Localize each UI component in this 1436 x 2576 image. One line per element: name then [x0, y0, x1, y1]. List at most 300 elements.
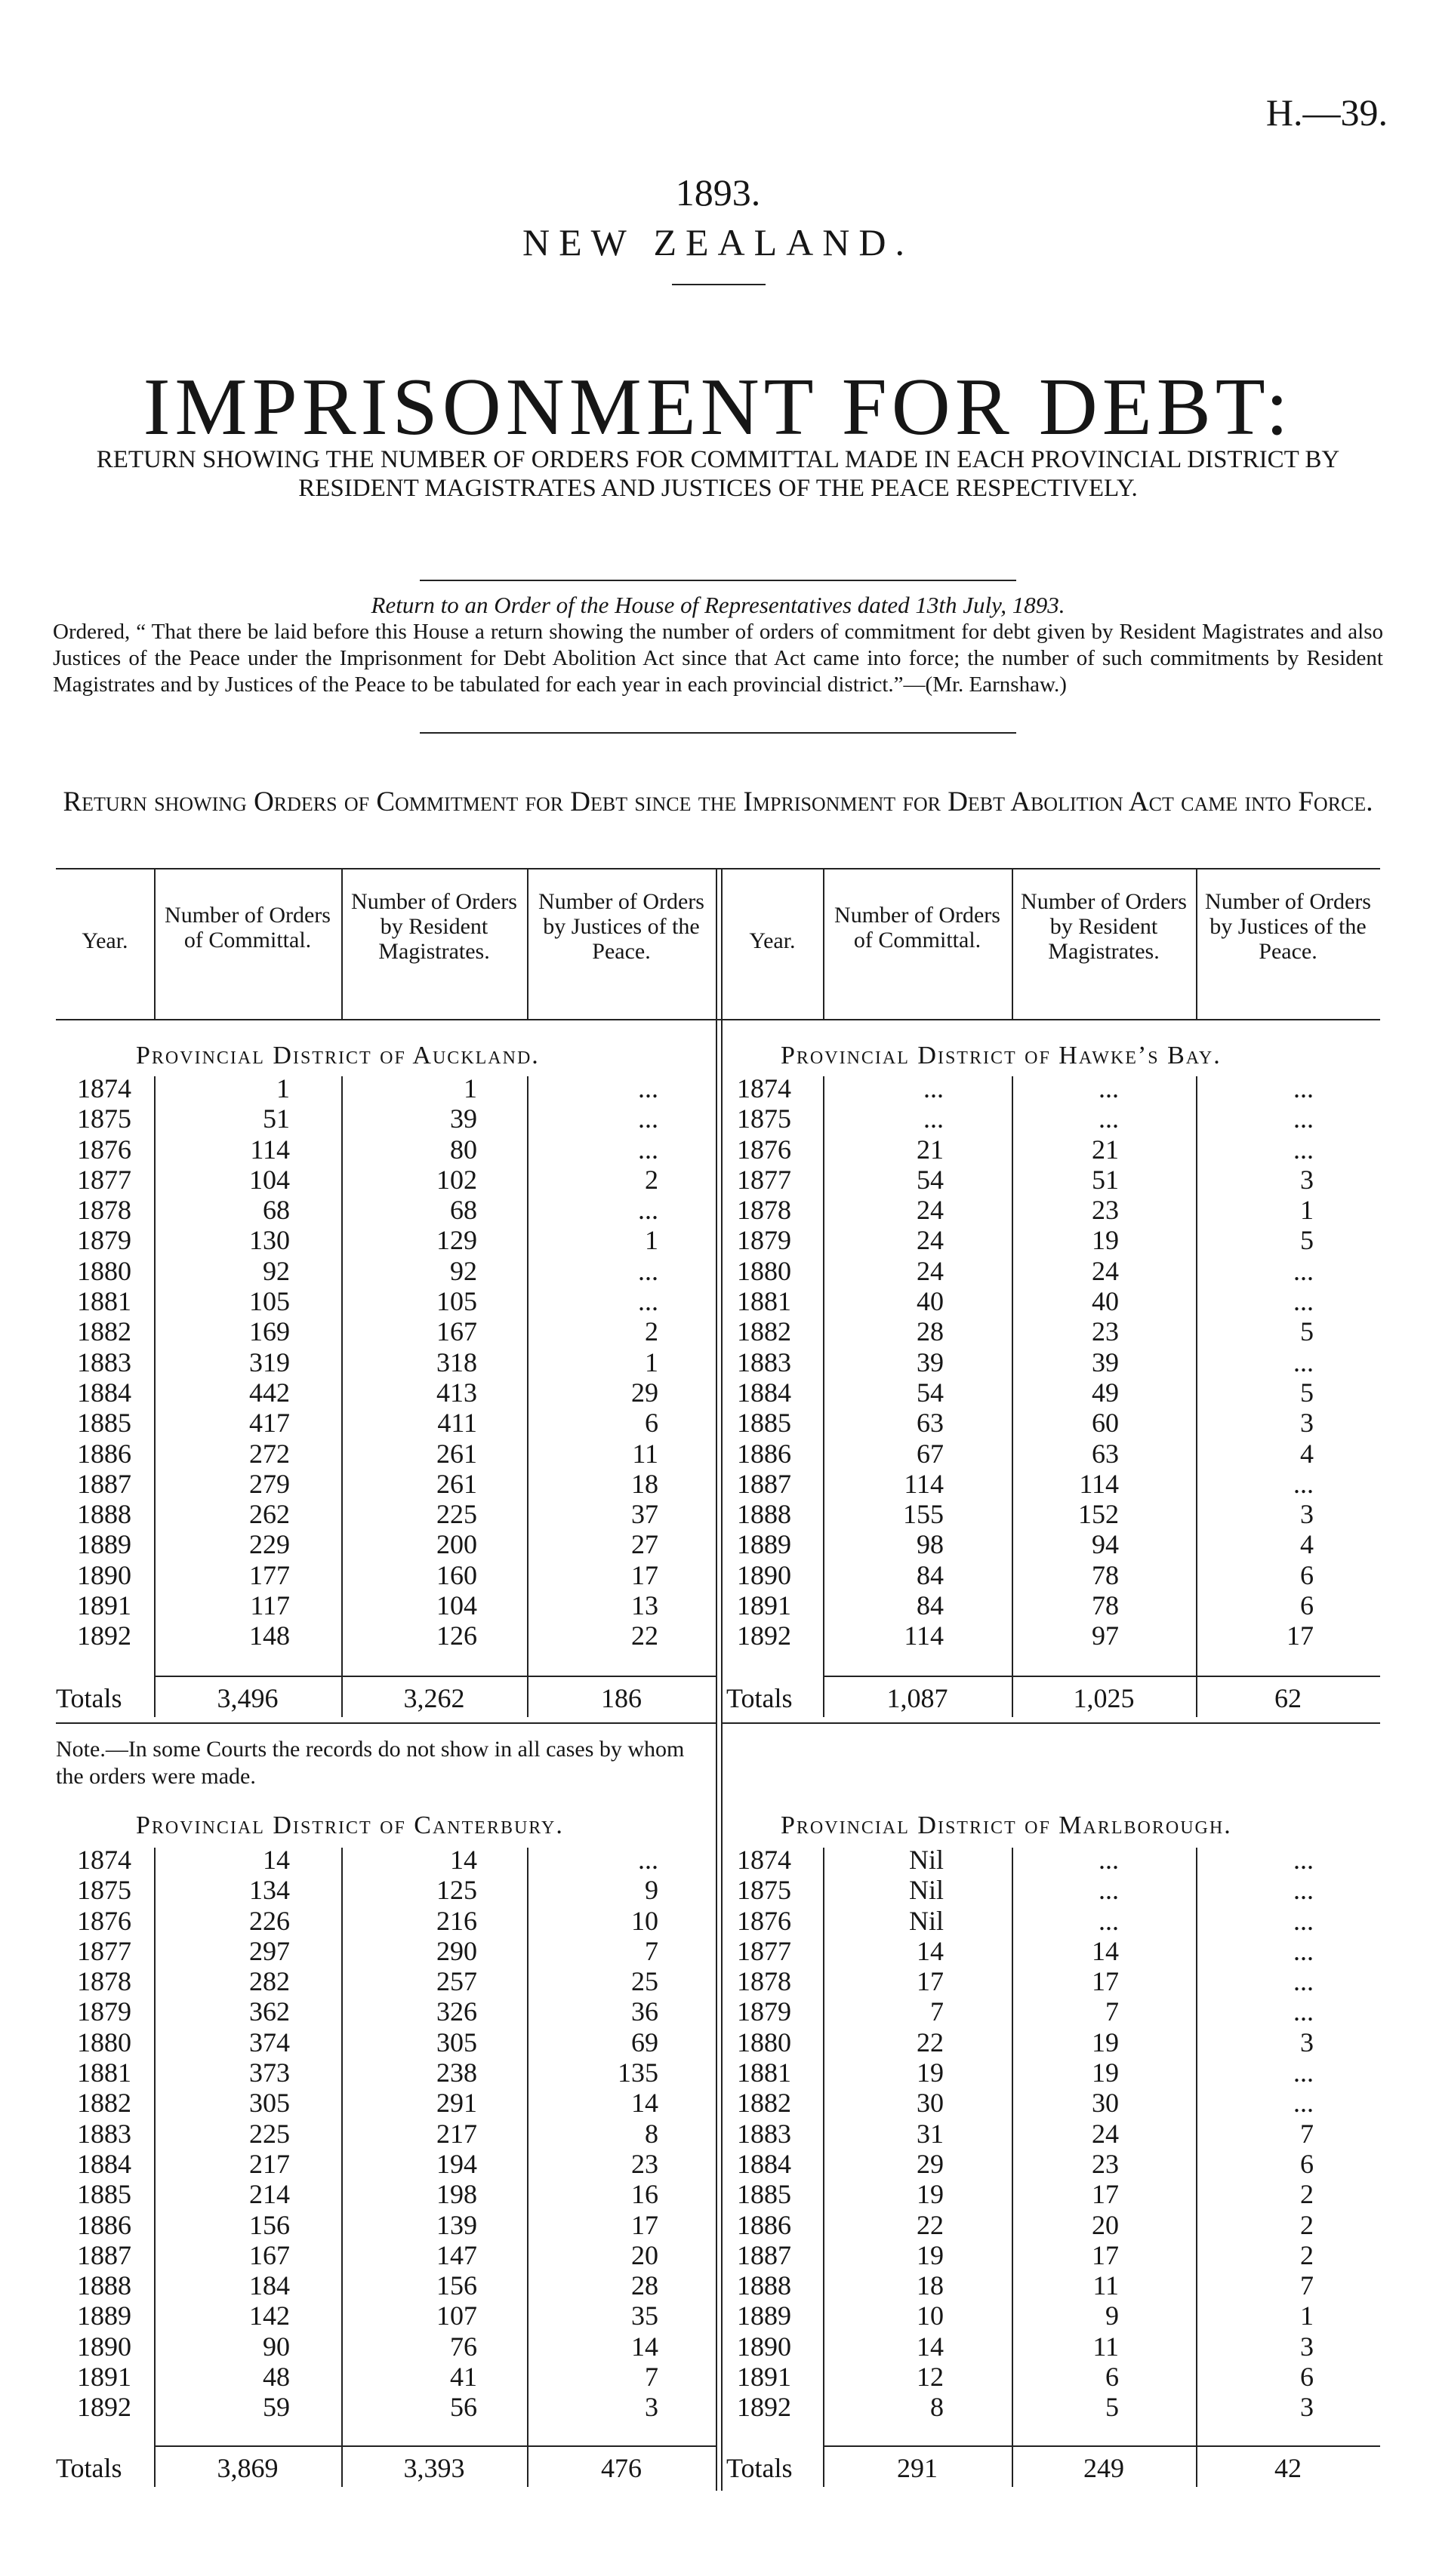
- total-resident: 3,393: [403, 2453, 465, 2483]
- total-resident: 249: [1083, 2453, 1124, 2483]
- year-cell: 1886: [77, 2209, 131, 2240]
- justices-cell: ...: [1293, 1103, 1314, 1134]
- year-cell: 1883: [77, 1346, 131, 1377]
- table-row: [56, 1620, 716, 1651]
- district-title: Provincial District of Canterbury.: [136, 1811, 564, 1839]
- justices-cell: 6: [1300, 2362, 1314, 2393]
- committal-cell: 177: [249, 1559, 290, 1590]
- col-header-resident: Number of Orders by Resident Magistrates.: [1021, 889, 1187, 964]
- table-row: [56, 1996, 716, 2027]
- year-cell: 1886: [77, 1438, 131, 1469]
- totals-label: Totals: [726, 1683, 793, 1713]
- total-committal: 291: [897, 2453, 938, 2483]
- resident-cell: 19: [1092, 1225, 1119, 1256]
- total-resident: 1,025: [1073, 1683, 1135, 1713]
- resident-cell: 318: [436, 1346, 477, 1377]
- committal-cell: 30: [917, 2088, 944, 2119]
- table-row: [56, 1316, 716, 1346]
- committal-cell: 319: [249, 1346, 290, 1377]
- table-row: [722, 2392, 1380, 2422]
- committal-cell: 373: [249, 2057, 290, 2088]
- resident-cell: 39: [450, 1103, 477, 1134]
- committal-cell: 272: [249, 1438, 290, 1469]
- table-row: [722, 1499, 1380, 1529]
- resident-cell: 92: [450, 1255, 477, 1286]
- district-rows: [722, 1845, 1380, 2423]
- committal-cell: 84: [917, 1559, 944, 1590]
- year-cell: 1890: [77, 1559, 131, 1590]
- justices-cell: 2: [1300, 2179, 1314, 2210]
- committal-cell: 114: [250, 1134, 290, 1165]
- column-rule: [527, 2449, 528, 2487]
- column-rule: [1012, 1679, 1013, 1717]
- committal-cell: 8: [930, 2392, 944, 2423]
- table-row: [722, 1906, 1380, 1936]
- resident-cell: 19: [1092, 2057, 1119, 2088]
- justices-cell: 9: [645, 1875, 658, 1906]
- resident-cell: ...: [1099, 1905, 1119, 1936]
- committal-cell: 117: [250, 1590, 290, 1621]
- committal-cell: 48: [263, 2362, 290, 2393]
- committal-cell: 442: [249, 1377, 290, 1408]
- center-double-rule: [716, 868, 717, 2491]
- table-row: [722, 1316, 1380, 1346]
- resident-cell: 105: [436, 1286, 477, 1317]
- justices-cell: 27: [631, 1529, 658, 1560]
- justices-cell: 25: [631, 1966, 658, 1997]
- table-row: [56, 1073, 716, 1103]
- justices-cell: ...: [1293, 1996, 1314, 2027]
- committal-cell: 217: [249, 2148, 290, 2179]
- year-cell: 1876: [77, 1134, 131, 1165]
- year-cell: 1877: [737, 1935, 791, 1966]
- year-cell: 1874: [737, 1845, 791, 1875]
- year-cell: 1891: [737, 2362, 791, 2393]
- totals-row: [722, 2449, 1380, 2487]
- year-cell: 1874: [737, 1073, 791, 1103]
- justices-cell: ...: [1293, 1935, 1314, 1966]
- justices-cell: 7: [645, 2362, 658, 2393]
- committal-cell: 39: [917, 1346, 944, 1377]
- table-row: [56, 2149, 716, 2179]
- year-cell: 1888: [77, 1499, 131, 1530]
- justices-cell: ...: [1293, 2088, 1314, 2119]
- resident-cell: 23: [1092, 1195, 1119, 1226]
- table-row: [56, 2179, 716, 2209]
- resident-cell: 1: [464, 1073, 477, 1103]
- table-row: [56, 2027, 716, 2057]
- table-row: [722, 1347, 1380, 1377]
- table-row: [56, 1936, 716, 1966]
- justices-cell: 11: [632, 1438, 658, 1469]
- justices-cell: ...: [1293, 1875, 1314, 1906]
- committal-cell: 21: [917, 1134, 944, 1165]
- committal-cell: Nil: [908, 1845, 944, 1875]
- justices-cell: ...: [638, 1255, 658, 1286]
- resident-cell: 411: [437, 1408, 477, 1439]
- totals-rule: [154, 1676, 716, 1677]
- justices-cell: 2: [1300, 2209, 1314, 2240]
- col-header-justices: Number of Orders by Justices of the Peace.: [538, 889, 704, 964]
- justices-cell: 10: [631, 1905, 658, 1936]
- year-cell: 1892: [77, 2392, 131, 2423]
- table-row: [56, 1134, 716, 1165]
- year-cell: 1882: [77, 2088, 131, 2119]
- table-row: [56, 2270, 716, 2301]
- year-cell: 1888: [77, 2270, 131, 2301]
- committal-cell: 84: [917, 1590, 944, 1621]
- table-row: [722, 1103, 1380, 1134]
- column-rule: [154, 868, 156, 1019]
- year-cell: 1888: [737, 2270, 791, 2301]
- resident-cell: 23: [1092, 2148, 1119, 2179]
- total-resident: 3,262: [403, 1683, 465, 1713]
- justices-cell: 17: [631, 2209, 658, 2240]
- committal-cell: 22: [917, 2209, 944, 2240]
- justices-cell: 1: [1300, 2301, 1314, 2331]
- justices-cell: 6: [1300, 2148, 1314, 2179]
- justices-cell: 7: [1300, 2270, 1314, 2301]
- col-header-justices: Number of Orders by Justices of the Peace.: [1205, 889, 1371, 964]
- table-row: [722, 1966, 1380, 1996]
- divider: [420, 580, 1016, 581]
- year-cell: 1881: [77, 1286, 131, 1317]
- totals-rule: [154, 2445, 716, 2447]
- section-bottom-rule: [56, 1722, 716, 1724]
- committal-cell: 225: [249, 2118, 290, 2149]
- table-row: [722, 1469, 1380, 1499]
- resident-cell: 217: [436, 2118, 477, 2149]
- col-header-year: Year.: [749, 928, 796, 953]
- year-cell: 1880: [737, 1255, 791, 1286]
- document-year: 1893.: [675, 171, 761, 214]
- table-row: [722, 1256, 1380, 1286]
- country-heading: NEW ZEALAND.: [522, 221, 914, 263]
- table-row: [722, 1936, 1380, 1966]
- year-cell: 1889: [737, 1529, 791, 1560]
- district-title: Provincial District of Hawke’s Bay.: [781, 1042, 1222, 1069]
- year-cell: 1887: [737, 1468, 791, 1499]
- year-cell: 1874: [77, 1073, 131, 1103]
- committal-cell: 282: [249, 1966, 290, 1997]
- district-title: Provincial District of Marlborough.: [781, 1811, 1232, 1839]
- table-row: [722, 1620, 1380, 1651]
- table-row: [722, 2088, 1380, 2118]
- column-rule: [1196, 2449, 1197, 2487]
- resident-cell: 80: [450, 1134, 477, 1165]
- committal-cell: 90: [263, 2331, 290, 2362]
- col-header-resident: Number of Orders by Resident Magistrates.: [351, 889, 517, 964]
- table-row: [722, 2149, 1380, 2179]
- main-title: IMPRISONMENT FOR DEBT:: [143, 362, 1293, 452]
- justices-cell: 5: [1300, 1316, 1314, 1347]
- page-reference: H.—39.: [1265, 91, 1388, 134]
- table-row: [722, 2119, 1380, 2149]
- resident-cell: 305: [436, 2027, 477, 2057]
- table-row: [56, 1875, 716, 1905]
- table-row: [56, 2088, 716, 2118]
- table-row: [56, 2057, 716, 2088]
- justices-cell: 29: [631, 1377, 658, 1408]
- table-row: [56, 1499, 716, 1529]
- justices-cell: 7: [645, 1935, 658, 1966]
- year-cell: 1875: [737, 1875, 791, 1906]
- table-row: [722, 2301, 1380, 2331]
- table-row: [56, 1529, 716, 1559]
- column-rule: [154, 2449, 156, 2487]
- justices-cell: ...: [1293, 1905, 1314, 1936]
- year-cell: 1879: [77, 1996, 131, 2027]
- committal-cell: 24: [917, 1195, 944, 1226]
- year-cell: 1890: [77, 2331, 131, 2362]
- table-row: [722, 1134, 1380, 1165]
- year-cell: 1876: [77, 1905, 131, 1936]
- committal-cell: 362: [249, 1996, 290, 2027]
- table-row: [56, 1590, 716, 1620]
- table-row: [56, 1469, 716, 1499]
- table-row: [56, 1966, 716, 1996]
- justices-cell: 28: [631, 2270, 658, 2301]
- total-justices: 42: [1274, 2453, 1302, 2483]
- column-rule: [341, 1679, 343, 1717]
- resident-cell: 257: [436, 1966, 477, 1997]
- year-cell: 1882: [737, 2088, 791, 2119]
- column-rule: [154, 1679, 156, 1717]
- committal-cell: 24: [917, 1225, 944, 1256]
- resident-cell: 167: [436, 1316, 477, 1347]
- resident-cell: 94: [1092, 1529, 1119, 1560]
- table-row: [56, 1408, 716, 1438]
- ordered-paragraph: Ordered, “ That there be laid before this House a return showing the number of orders of commitment for debt given by Resident Magistrates and also Justices of the Peace under the Imprisonment for Debt Abolition Act since that Act came into force; the number of such commitments by Resident Magistrates and by Justices of the Peace to be tabulated for each year in each provincial district.”—(Mr. Earnshaw.): [53, 620, 1383, 697]
- year-cell: 1880: [77, 1255, 131, 1286]
- committal-cell: 54: [917, 1377, 944, 1408]
- table-row: [722, 1286, 1380, 1316]
- year-cell: 1892: [737, 2392, 791, 2423]
- resident-cell: 63: [1092, 1438, 1119, 1469]
- resident-cell: 19: [1092, 2027, 1119, 2057]
- year-cell: 1875: [737, 1103, 791, 1134]
- subtitle: RETURN SHOWING THE NUMBER OF ORDERS FOR COMMITTAL MADE IN EACH PROVINCIAL DISTRICT BY RESIDENT MAGISTRATES AND JUSTICES OF THE PEACE RESPECTIVELY.: [96, 446, 1340, 502]
- justices-cell: 4: [1300, 1529, 1314, 1560]
- table-row: [56, 1347, 716, 1377]
- committal-cell: 155: [903, 1499, 944, 1530]
- year-cell: 1885: [737, 1408, 791, 1439]
- resident-cell: 20: [1092, 2209, 1119, 2240]
- justices-cell: 16: [631, 2179, 658, 2210]
- resident-cell: 11: [1092, 2331, 1119, 2362]
- committal-cell: 28: [917, 1316, 944, 1347]
- total-justices: 62: [1274, 1683, 1302, 1713]
- year-cell: 1877: [77, 1164, 131, 1195]
- resident-cell: 291: [436, 2088, 477, 2119]
- justices-cell: ...: [638, 1103, 658, 1134]
- district-rows: [56, 1073, 716, 1651]
- year-cell: 1886: [737, 2209, 791, 2240]
- table-row: [56, 2331, 716, 2362]
- totals-label: Totals: [56, 1683, 122, 1713]
- column-rule: [527, 1679, 528, 1717]
- resident-cell: 147: [436, 2239, 477, 2270]
- resident-cell: 7: [1105, 1996, 1119, 2027]
- justices-cell: 135: [618, 2057, 658, 2088]
- year-cell: 1878: [737, 1195, 791, 1226]
- resident-cell: 413: [436, 1377, 477, 1408]
- total-committal: 3,496: [217, 1683, 279, 1713]
- justices-cell: 2: [645, 1164, 658, 1195]
- table-row: [722, 1529, 1380, 1559]
- resident-cell: 56: [450, 2392, 477, 2423]
- table-row: [722, 1845, 1380, 1875]
- justices-cell: 14: [631, 2331, 658, 2362]
- justices-cell: 3: [1300, 1408, 1314, 1439]
- table-row: [722, 1439, 1380, 1469]
- committal-cell: Nil: [908, 1875, 944, 1906]
- year-cell: 1883: [737, 1346, 791, 1377]
- column-rule: [527, 868, 528, 1019]
- year-cell: 1881: [737, 2057, 791, 2088]
- resident-cell: 49: [1092, 1377, 1119, 1408]
- justices-cell: ...: [1293, 1468, 1314, 1499]
- resident-cell: 21: [1092, 1134, 1119, 1165]
- year-cell: 1879: [737, 1996, 791, 2027]
- justices-cell: 2: [1300, 2239, 1314, 2270]
- committal-cell: 29: [917, 2148, 944, 2179]
- justices-cell: 3: [1300, 1499, 1314, 1530]
- committal-cell: 54: [917, 1164, 944, 1195]
- committal-cell: 31: [917, 2118, 944, 2149]
- totals-label: Totals: [726, 2453, 793, 2483]
- resident-cell: 216: [436, 1905, 477, 1936]
- year-cell: 1877: [737, 1164, 791, 1195]
- resident-cell: 194: [436, 2148, 477, 2179]
- committal-cell: 17: [917, 1966, 944, 1997]
- col-header-year: Year.: [82, 928, 128, 953]
- committal-cell: 19: [917, 2057, 944, 2088]
- table-row: [722, 2331, 1380, 2362]
- justices-cell: 6: [1300, 1590, 1314, 1621]
- justices-cell: ...: [1293, 1346, 1314, 1377]
- committal-cell: 148: [249, 1620, 290, 1651]
- year-cell: 1883: [737, 2118, 791, 2149]
- committal-cell: 24: [917, 1255, 944, 1286]
- column-rule: [1012, 2449, 1013, 2487]
- column-rule: [1012, 868, 1013, 1019]
- year-cell: 1879: [737, 1225, 791, 1256]
- resident-cell: 76: [450, 2331, 477, 2362]
- column-rule: [823, 868, 824, 1019]
- column-rule: [823, 1679, 824, 1717]
- year-cell: 1889: [737, 2301, 791, 2331]
- year-cell: 1874: [77, 1845, 131, 1875]
- committal-cell: 7: [930, 1996, 944, 2027]
- return-order: Return to an Order of the House of Representatives dated 13th July, 1893.: [371, 592, 1065, 618]
- col-header-committal: Number of Orders of Committal.: [165, 903, 331, 953]
- resident-cell: ...: [1099, 1103, 1119, 1134]
- table-row: [722, 2270, 1380, 2301]
- committal-cell: 262: [249, 1499, 290, 1530]
- justices-cell: ...: [638, 1286, 658, 1317]
- table-row: [722, 1590, 1380, 1620]
- resident-cell: ...: [1099, 1875, 1119, 1906]
- totals-rule: [823, 2445, 1380, 2447]
- committal-cell: 142: [249, 2301, 290, 2331]
- resident-cell: 129: [436, 1225, 477, 1256]
- table-row: [56, 1286, 716, 1316]
- committal-cell: 19: [917, 2239, 944, 2270]
- year-cell: 1886: [737, 1438, 791, 1469]
- justices-cell: 23: [631, 2148, 658, 2179]
- total-committal: 3,869: [217, 2453, 279, 2483]
- year-cell: 1892: [77, 1620, 131, 1651]
- table-row: [722, 1875, 1380, 1905]
- resident-cell: ...: [1099, 1845, 1119, 1875]
- resident-cell: 17: [1092, 2179, 1119, 2210]
- committal-cell: 14: [917, 2331, 944, 2362]
- committal-cell: 22: [917, 2027, 944, 2057]
- table-row: [56, 1906, 716, 1936]
- justices-cell: ...: [638, 1845, 658, 1875]
- resident-cell: 290: [436, 1935, 477, 1966]
- year-cell: 1875: [77, 1103, 131, 1134]
- district-rows: [722, 1073, 1380, 1651]
- justices-cell: 3: [1300, 1164, 1314, 1195]
- resident-cell: 107: [436, 2301, 477, 2331]
- resident-cell: 6: [1105, 2362, 1119, 2393]
- table-row: [56, 1225, 716, 1255]
- col-header-committal: Number of Orders of Committal.: [834, 903, 1000, 953]
- year-cell: 1885: [77, 1408, 131, 1439]
- table-row: [722, 1560, 1380, 1590]
- year-cell: 1891: [737, 1590, 791, 1621]
- resident-cell: 24: [1092, 2118, 1119, 2149]
- table-row: [722, 1408, 1380, 1438]
- table-row: [722, 1225, 1380, 1255]
- resident-cell: 238: [436, 2057, 477, 2088]
- table-caption: Return showing Orders of Commitment for Debt since the Imprisonment for Debt Abolition Act came into Force.: [63, 786, 1373, 817]
- committal-cell: 10: [917, 2301, 944, 2331]
- resident-cell: 5: [1105, 2392, 1119, 2423]
- table-row: [722, 1073, 1380, 1103]
- resident-cell: 41: [450, 2362, 477, 2393]
- table-row: [56, 1845, 716, 1875]
- justices-cell: 13: [631, 1590, 658, 1621]
- committal-cell: 68: [263, 1195, 290, 1226]
- committal-cell: 156: [249, 2209, 290, 2240]
- year-cell: 1887: [737, 2239, 791, 2270]
- committal-cell: 1: [276, 1073, 290, 1103]
- justices-cell: 3: [645, 2392, 658, 2423]
- committal-cell: 297: [249, 1935, 290, 1966]
- resident-cell: 200: [436, 1529, 477, 1560]
- justices-cell: ...: [1293, 1966, 1314, 1997]
- year-cell: 1891: [77, 1590, 131, 1621]
- year-cell: 1880: [77, 2027, 131, 2057]
- resident-cell: 11: [1092, 2270, 1119, 2301]
- year-cell: 1879: [77, 1225, 131, 1256]
- resident-cell: 126: [436, 1620, 477, 1651]
- justices-cell: 18: [631, 1468, 658, 1499]
- table-row: [722, 2240, 1380, 2270]
- resident-cell: 114: [1079, 1468, 1119, 1499]
- resident-cell: 40: [1092, 1286, 1119, 1317]
- resident-cell: 102: [436, 1164, 477, 1195]
- table-row: [56, 2392, 716, 2422]
- resident-cell: 261: [436, 1468, 477, 1499]
- justices-cell: ...: [1293, 1134, 1314, 1165]
- justices-cell: 3: [1300, 2392, 1314, 2423]
- justices-cell: 17: [631, 1559, 658, 1590]
- resident-cell: 326: [436, 1996, 477, 2027]
